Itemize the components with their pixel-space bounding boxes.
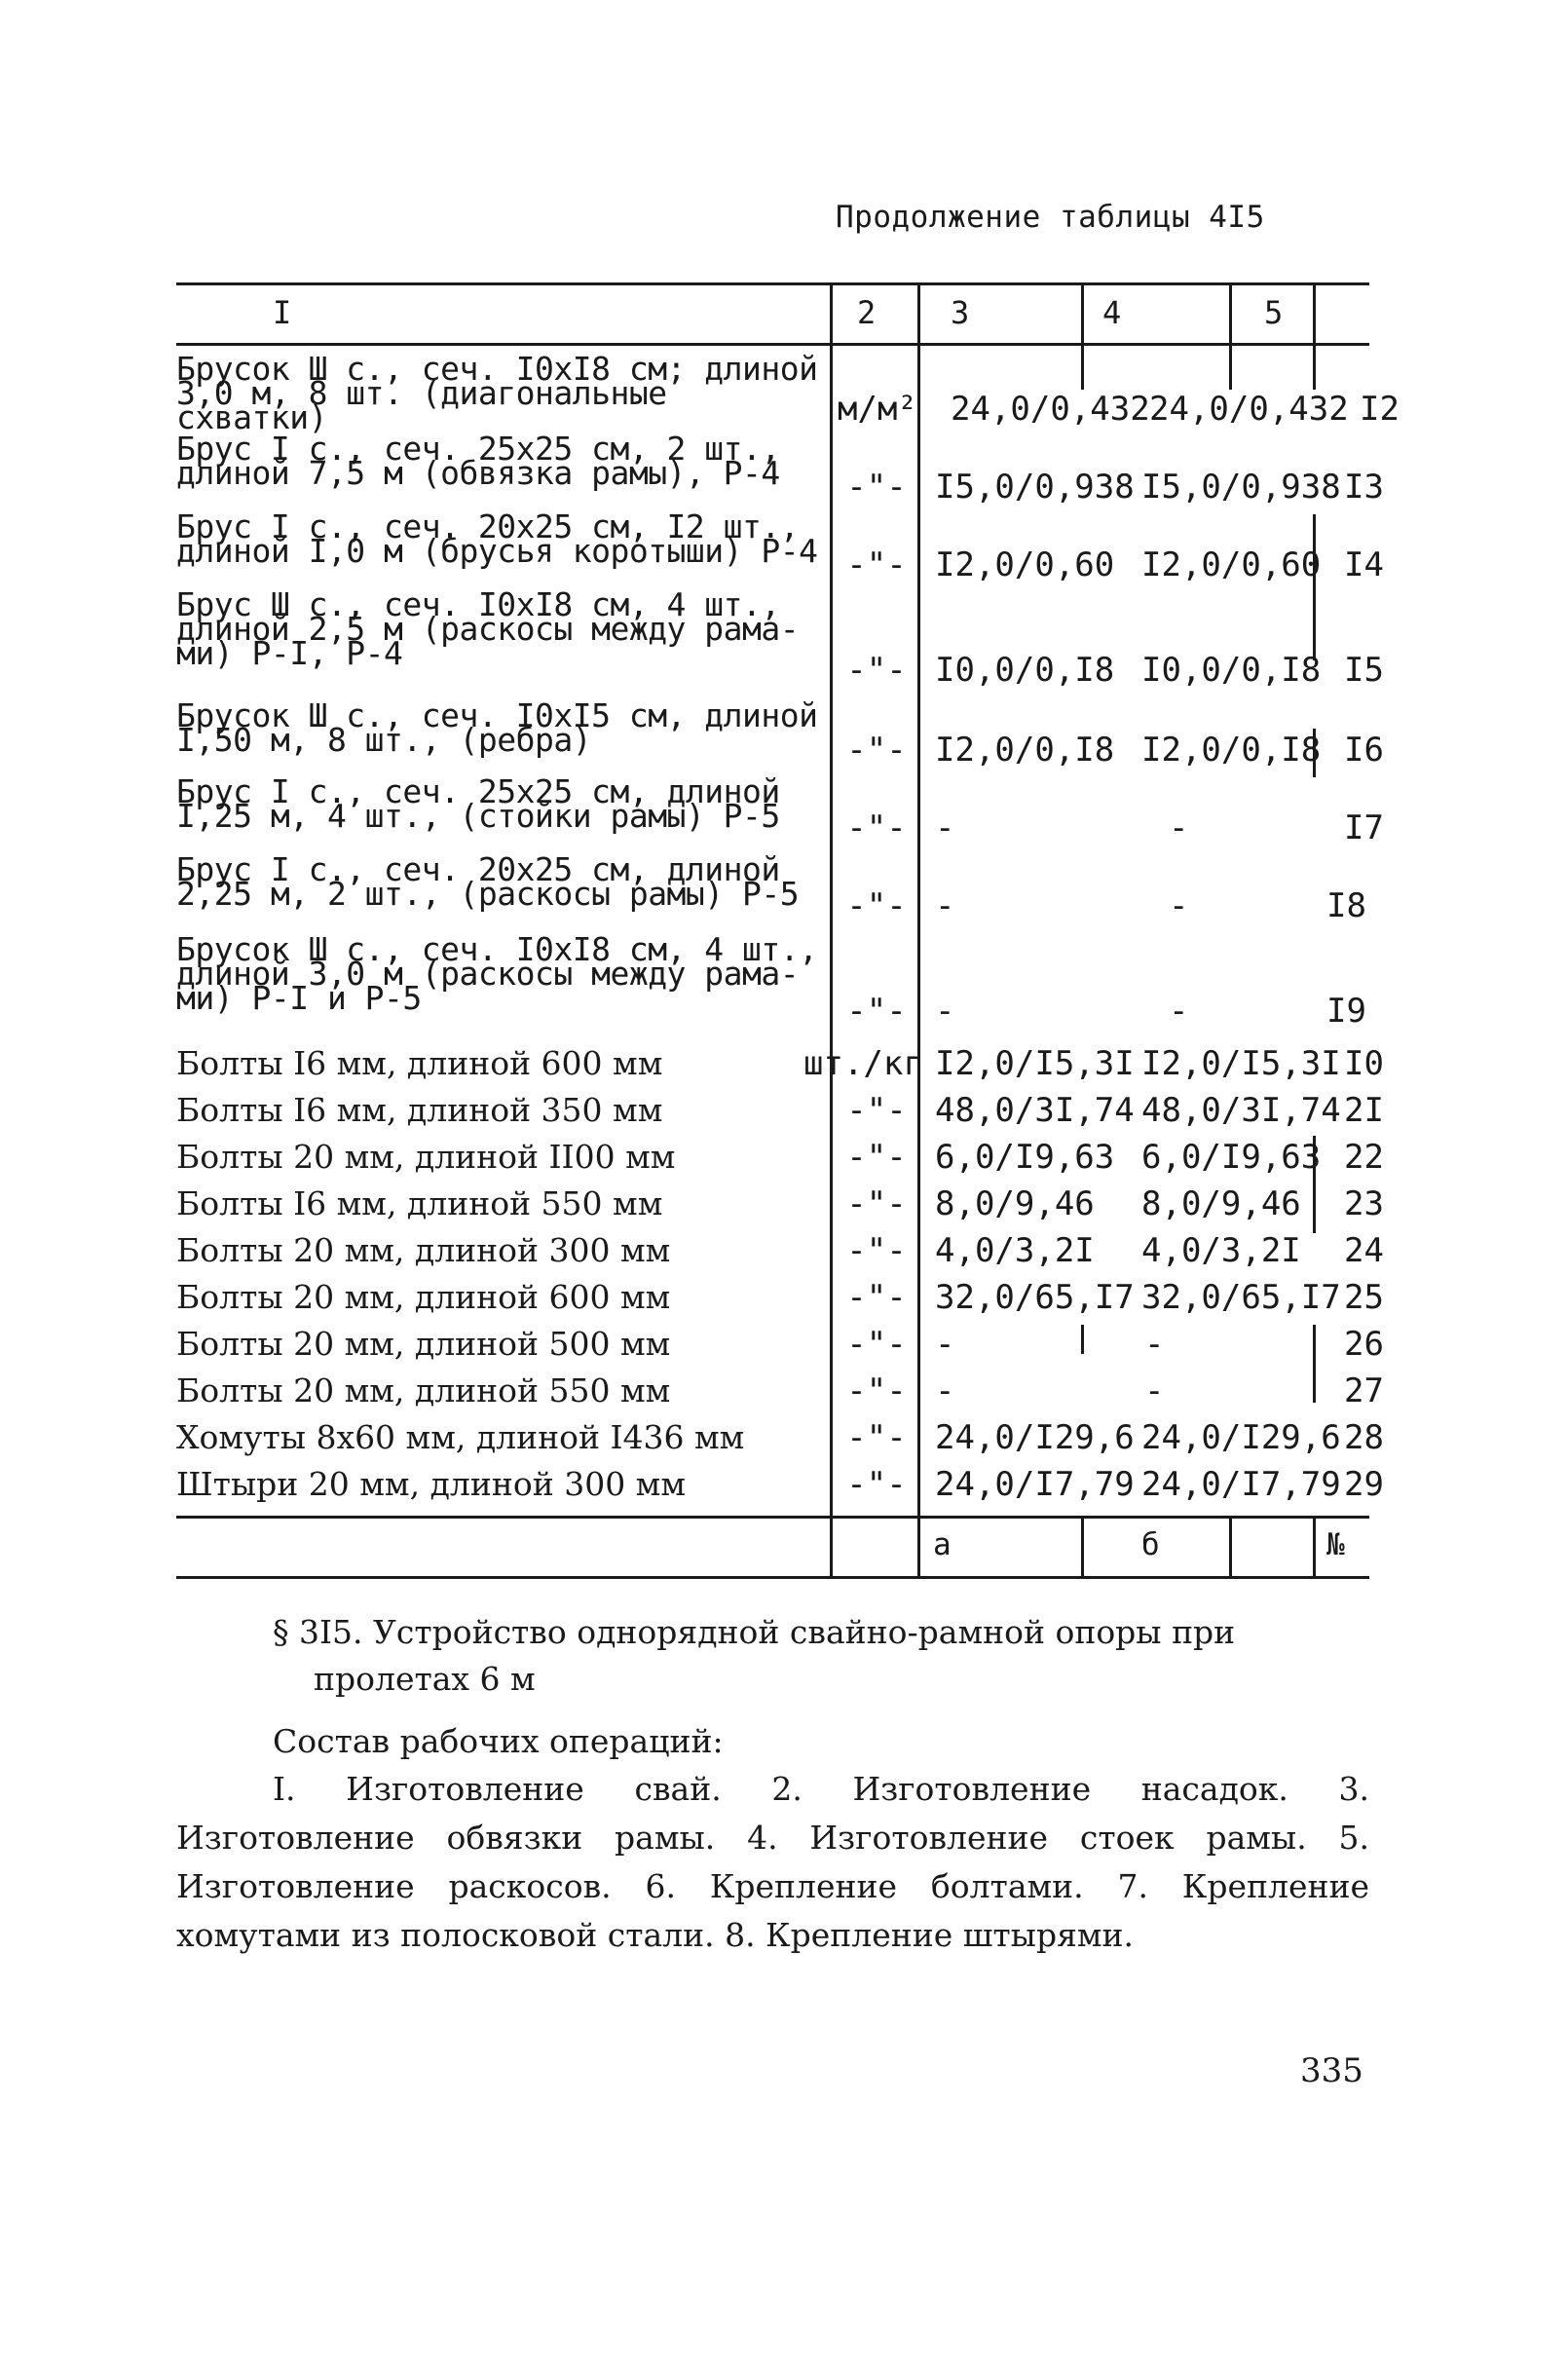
row-number: I5 [1344,651,1384,690]
footer-label-a: а [933,1527,952,1562]
row-number: 24 [1344,1231,1384,1270]
row-value-4: 6,0/I9,63 [1141,1138,1322,1177]
row-value-4: I2,0/0,60 [1141,545,1322,584]
row-number: 22 [1344,1138,1384,1177]
column-divider-2-3 [917,282,920,1576]
row-value-3: 24,0/0,432 [951,390,1150,429]
row-number: 26 [1344,1325,1384,1364]
row-number: I2 [1360,390,1400,429]
row-value-3: 48,0/3I,74 [935,1091,1135,1130]
row-name: Болты I6 мм, длиной 600 мм [176,1044,663,1082]
row-unit: -"- [846,545,907,584]
column-divider-4-5 [1229,282,1232,390]
column-divider-5-6-mid [1313,514,1316,660]
row-value-4: - [1169,808,1189,847]
row-value-3: - [935,992,955,1031]
row-number: 27 [1344,1371,1384,1410]
row-value-4: I5,0/0,938 [1141,468,1341,507]
row-value-3: 6,0/I9,63 [935,1138,1115,1177]
row-name: Брусок Ш с., сеч. I0xI8 см; длиной 3,0 м, 8 шт. (диагональные схватки) [176,350,818,436]
row-unit: шт./кг [803,1044,923,1083]
header-col-2: 2 [857,294,877,331]
row-value-3: I5,0/0,938 [935,468,1135,507]
row-number: I0 [1344,1044,1384,1083]
row-value-3: I0,0/0,I8 [935,651,1115,690]
row-number: I6 [1344,731,1384,770]
row-name: Болты I6 мм, длиной 550 мм [176,1184,663,1222]
row-number: I8 [1326,886,1366,925]
row-unit: м/м² [838,390,917,429]
row-name: Брусок Ш с., сеч. I0xI5 см, длиной I,50 м, 8 шт., (ребра) [176,696,818,759]
table-bottom-rule [176,1576,1369,1579]
row-number: I3 [1344,468,1384,507]
row-value-3: I2,0/0,60 [935,545,1115,584]
row-value-3: 8,0/9,46 [935,1184,1095,1223]
row-value-4: I0,0/0,I8 [1141,651,1322,690]
row-name: Хомуты 8x60 мм, длиной I436 мм [176,1418,745,1456]
column-divider-5-6-footer [1313,1516,1316,1576]
header-col-3: 3 [951,294,970,331]
column-divider-5-6 [1313,282,1316,390]
row-value-4: 48,0/3I,74 [1141,1091,1341,1130]
row-value-4: 32,0/65,I7 [1141,1278,1341,1317]
section-title-line-1: § 3I5. Устройство однорядной свайно-рамной опоры при [273,1613,1236,1651]
row-unit: -"- [846,1371,907,1410]
row-unit: -"- [846,808,907,847]
composition-label: Состав рабочих операций: [273,1722,724,1760]
row-unit: -"- [846,1278,907,1317]
row-unit: -"- [846,1325,907,1364]
row-value-4: I2,0/0,I8 [1141,731,1322,770]
column-divider-3-4-lower [1081,1325,1084,1354]
row-name: Болты 20 мм, длиной 500 мм [176,1325,671,1363]
row-number: 28 [1344,1418,1384,1457]
row-name: Штыри 20 мм, длиной 300 мм [176,1465,687,1503]
row-value-3: I2,0/I5,3I [935,1044,1135,1083]
row-value-3: 24,0/I7,79 [935,1465,1135,1504]
row-value-3: - [935,886,955,925]
header-col-1: I [273,294,292,331]
row-unit: -"- [846,468,907,507]
column-divider-3-4 [1081,282,1084,390]
row-value-4: I2,0/I5,3I [1141,1044,1341,1083]
row-unit: -"- [846,1138,907,1177]
row-name: Брус I с., сеч. 20x25 см, I2 шт., длиной I,0 м (брусья коротыши) Р-4 [176,507,818,570]
row-value-4: 8,0/9,46 [1141,1184,1301,1223]
row-name: Брус I с., сеч. 25x25 см, длиной I,25 м, 4 шт., (стойки рамы) Р-5 [176,772,780,835]
column-divider-5-6-lower2 [1313,1325,1316,1403]
page-number: 335 [1300,2051,1363,2090]
column-divider-3-4-footer [1081,1516,1084,1576]
table-caption: Продолжение таблицы 4I5 [836,200,1265,235]
footer-label-b: б [1141,1527,1160,1562]
row-value-3: - [935,808,955,847]
row-number: 23 [1344,1184,1384,1223]
row-name: Болты I6 мм, длиной 350 мм [176,1091,663,1129]
column-divider-1-2 [830,282,833,1576]
row-unit: -"- [846,1091,907,1130]
row-value-3: I2,0/0,I8 [935,731,1115,770]
row-value-3: - [935,1325,955,1364]
table-body-bottom-rule [176,1516,1369,1519]
row-value-4: 24,0/0,432 [1149,390,1349,429]
row-value-4: 24,0/I7,79 [1141,1465,1341,1504]
table-header-rule [176,343,1369,346]
row-value-3: 4,0/3,2I [935,1231,1095,1270]
row-unit: -"- [846,651,907,690]
row-value-4: - [1144,1371,1165,1410]
row-name: Брус Ш с., сеч. I0xI8 см, 4 шт., длиной 2,5 м (раскосы между рама- ми) Р-I, Р-4 [176,585,800,672]
section-heading [273,1609,1363,1703]
row-name: Болты 20 мм, длиной II00 мм [176,1138,676,1176]
row-name: Брус I с., сеч. 20x25 см, длиной 2,25 м, 2 шт., (раскосы рамы) Р-5 [176,850,800,913]
header-col-5: 5 [1264,294,1284,331]
row-value-3: 24,0/I29,6 [935,1418,1135,1457]
row-unit: -"- [846,1184,907,1223]
section-title-line-2: пролетах 6 м [314,1660,536,1698]
column-divider-4-5-footer [1229,1516,1232,1576]
row-number: I4 [1344,545,1384,584]
row-value-3: 32,0/65,I7 [935,1278,1135,1317]
row-value-4: - [1169,992,1189,1031]
row-value-4: - [1144,1325,1165,1364]
row-number: I9 [1326,992,1366,1031]
row-number: 2I [1344,1091,1384,1130]
row-unit: -"- [846,886,907,925]
row-name: Брус I с., сеч. 25x25 см, 2 шт., длиной 7,5 м (обвязка рамы), Р-4 [176,430,780,492]
row-name: Болты 20 мм, длиной 550 мм [176,1371,671,1409]
table-top-rule [176,282,1369,285]
row-unit: -"- [846,992,907,1031]
row-name: Брусок Ш с., сеч. I0xI8 см, 4 шт., длиной 3,0 м (раскосы между рама- ми) Р-I и Р-5 [176,930,818,1017]
header-col-4: 4 [1102,294,1122,331]
row-number: I7 [1344,808,1384,847]
row-name: Болты 20 мм, длиной 600 мм [176,1278,671,1316]
row-value-3: - [935,1371,955,1410]
row-unit: -"- [846,1231,907,1270]
footer-label-number: № [1326,1527,1345,1562]
operations-paragraph: I. Изготовление свай. 2. Изготовление насадок. 3. Изготовление обвязки рамы. 4. Изготовление стоек рамы. 5. Изготовление раскосов. 6. Крепление болтами. 7. Крепление хомутами из полосковой стали. 8. Крепление штырями. [176,1770,1369,1954]
row-value-4: 24,0/I29,6 [1141,1418,1341,1457]
row-unit: -"- [846,1418,907,1457]
row-name: Болты 20 мм, длиной 300 мм [176,1231,671,1269]
row-value-4: 4,0/3,2I [1141,1231,1301,1270]
row-unit: -"- [846,1465,907,1504]
row-value-4: - [1169,886,1189,925]
row-number: 29 [1344,1465,1384,1504]
row-unit: -"- [846,731,907,770]
row-number: 25 [1344,1278,1384,1317]
